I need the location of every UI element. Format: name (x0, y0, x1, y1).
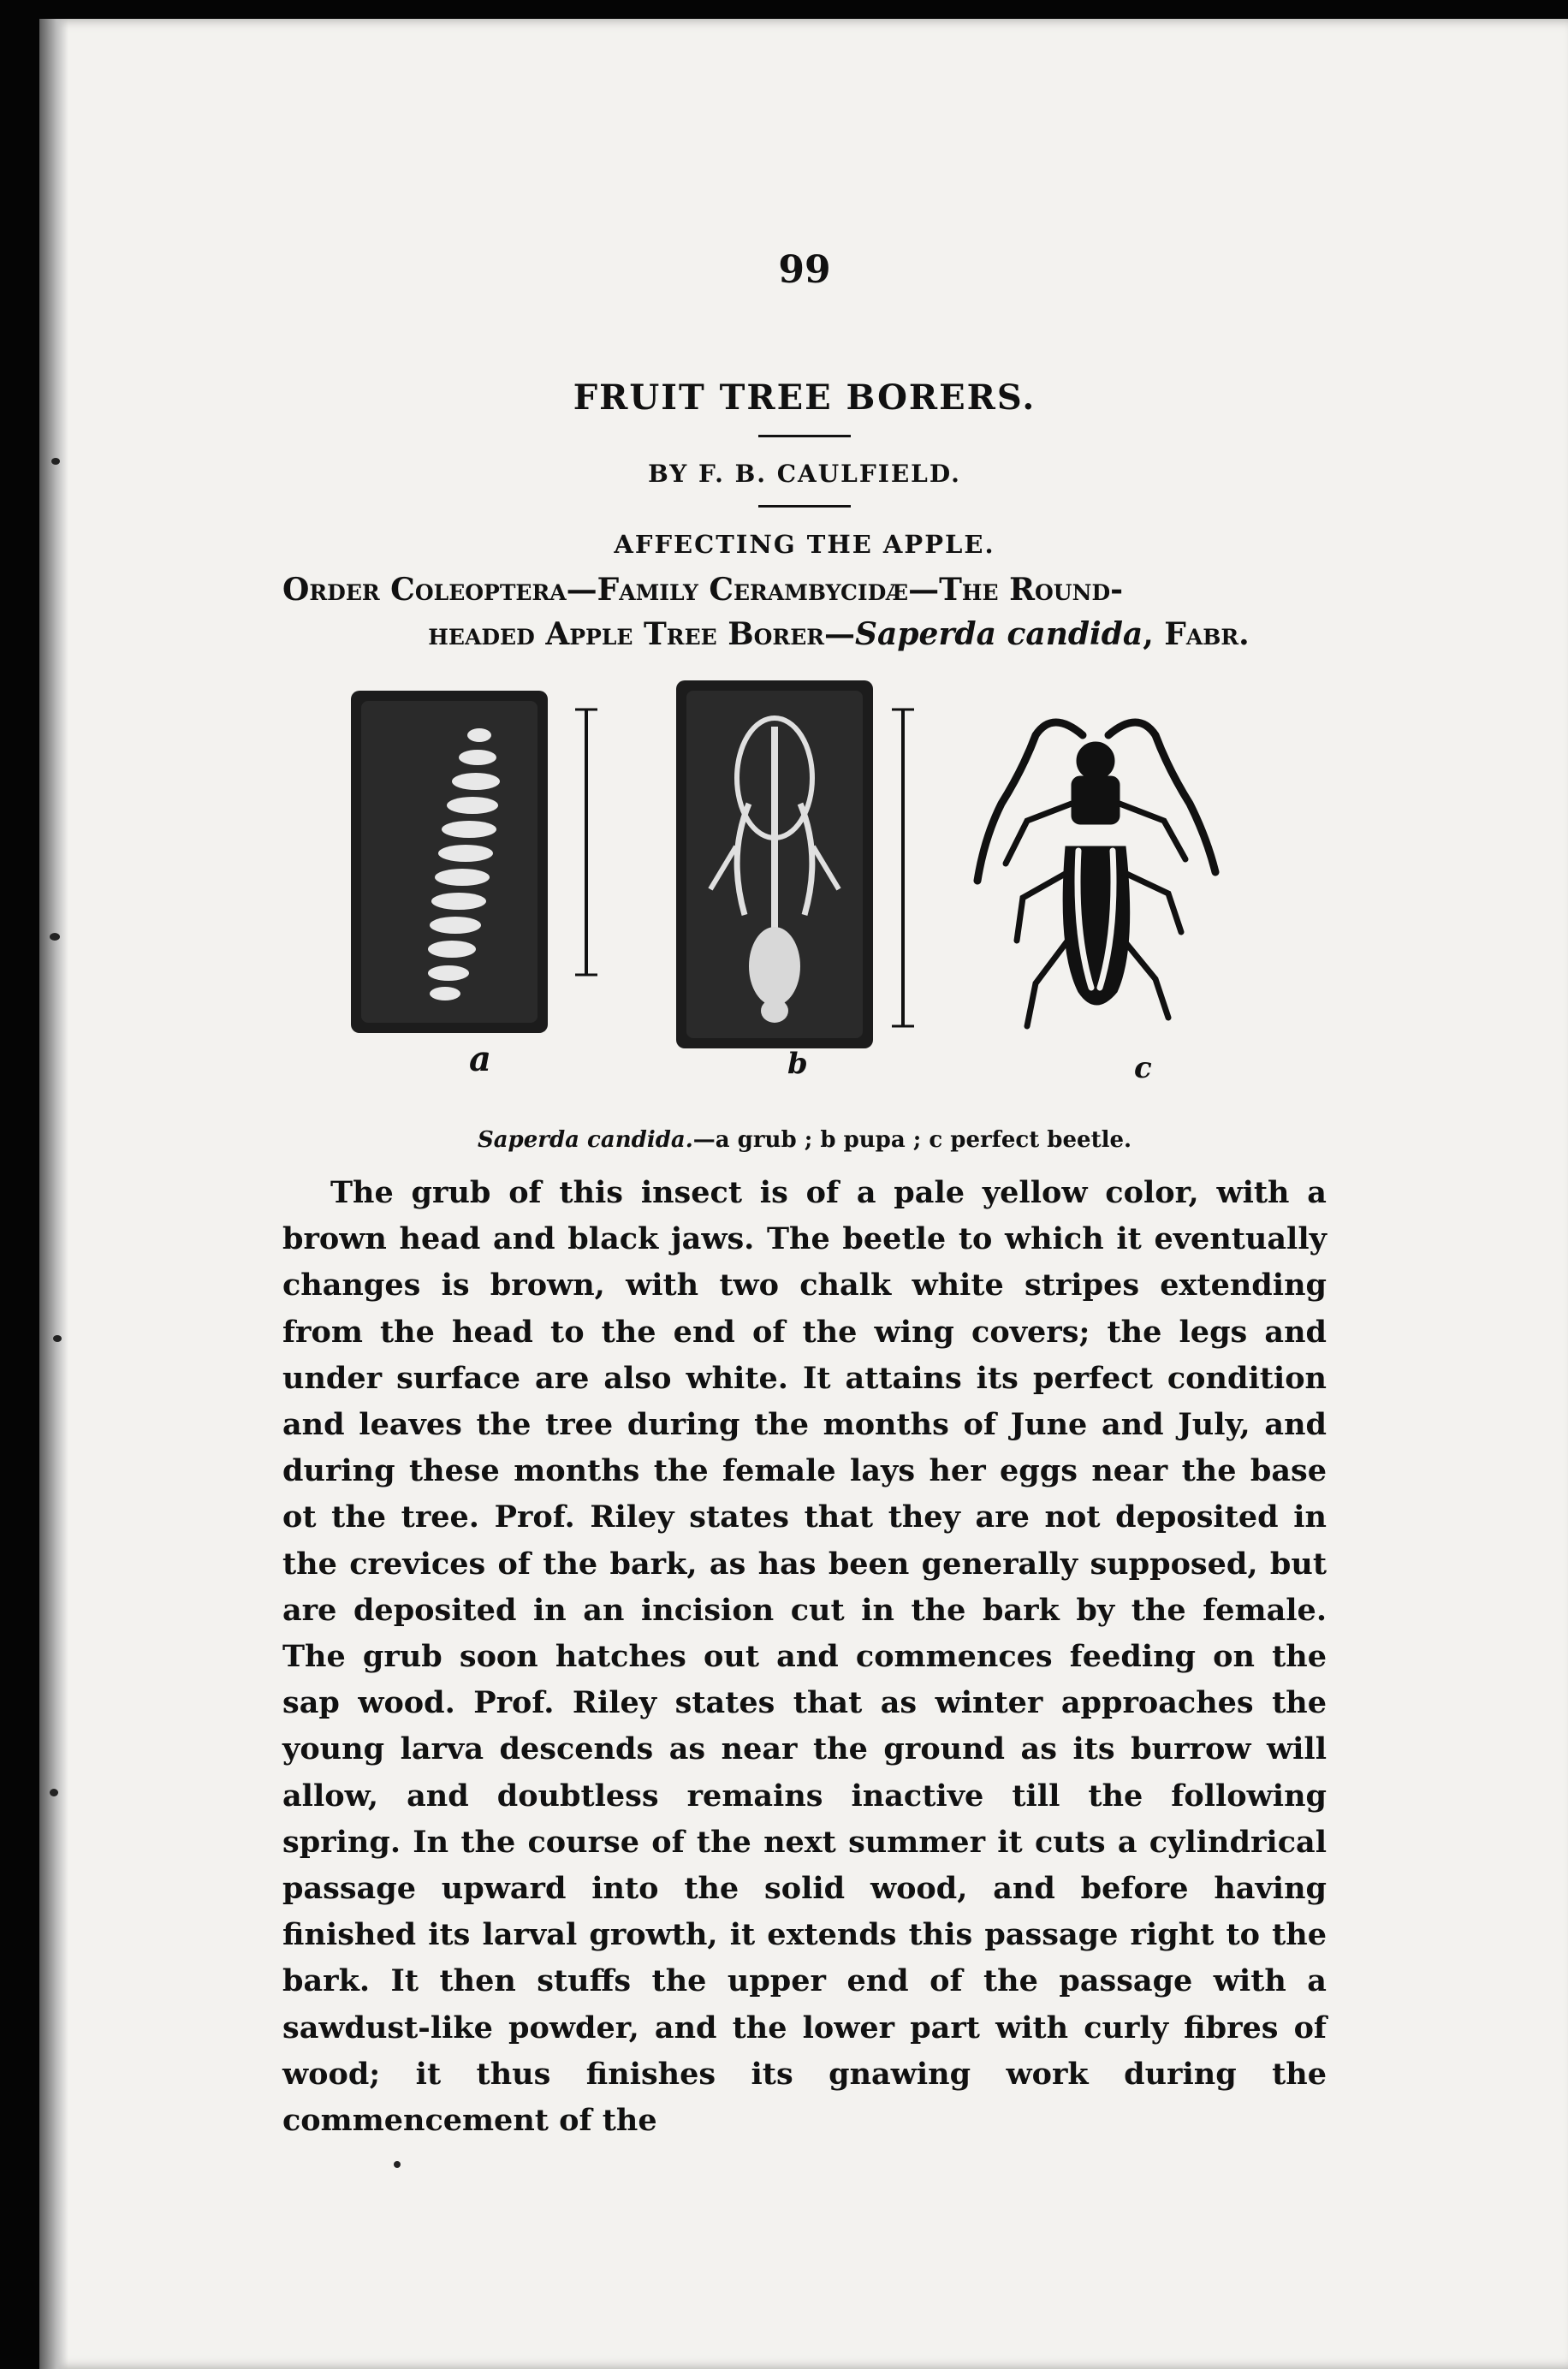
classification-authority: , Fabr. (1143, 616, 1250, 652)
page-edge-shadow (39, 19, 68, 2369)
beetle-illustration (977, 722, 1215, 1026)
classification-line-1: Order Coleoptera—Family Cerambycidæ—The Round- (282, 572, 1124, 608)
caption-species: Saperda candida. (477, 1127, 693, 1153)
byline: BY F. B. CAULFIELD. (648, 460, 961, 488)
insect-engraving (282, 675, 1327, 1120)
figure-label-a: a (469, 1039, 491, 1079)
classification-lead: headed Apple Tree Borer— (428, 616, 856, 652)
caption-text: —a grub ; b pupa ; c perfect beetle. (692, 1127, 1132, 1153)
page-number: 99 (778, 248, 831, 292)
insect-figure (282, 675, 1327, 1120)
figure-label-b: b (787, 1047, 808, 1081)
title-rule (758, 435, 851, 437)
article-body (282, 1170, 1327, 2144)
figure-label-c: c (1134, 1051, 1152, 1085)
byline-rule (758, 505, 851, 508)
article-title: FRUIT TREE BORERS. (573, 377, 1036, 418)
body-paragraph: The grub of this insect is of a pale yellow color, with a brown head and black jaws. The beetle to which it eventually changes is brown, with two chalk white stripes extending from the head to the end of the wing covers; the legs and under surface are also white. It attains its perfect condition and leaves the tree during the months of June and July, and during these months the female lays her eggs near the base ot the tree. Prof. Riley states that they are not deposited in the crevices of the bark, as has been generally supposed, but are deposited in an incision cut in the bark by the female. The grub soon hatches out and commences feeding on the sap wood. Prof. Riley states that as winter approaches the young larva descends as near the ground as its burrow will allow, and doubtless remains inactive till the following spring. In the course of the next summer it cuts a cylindrical passage upward into the solid wood, and before having finished its larval growth, it extends this passage right to the bark. It then stuffs the upper end of the passage with a sawdust-like powder, and the lower part with curly fibres of wood; it thus finishes its gnawing work during the commencement of the (282, 1175, 1327, 2139)
section-heading: AFFECTING THE APPLE. (614, 530, 995, 559)
classification-line-2 (282, 612, 1327, 656)
grub-illustration (351, 691, 548, 1033)
species-name: Saperda candida (855, 616, 1143, 652)
pupa-illustration (676, 680, 873, 1048)
page-content (282, 248, 1327, 2144)
figure-caption (282, 1127, 1327, 1153)
